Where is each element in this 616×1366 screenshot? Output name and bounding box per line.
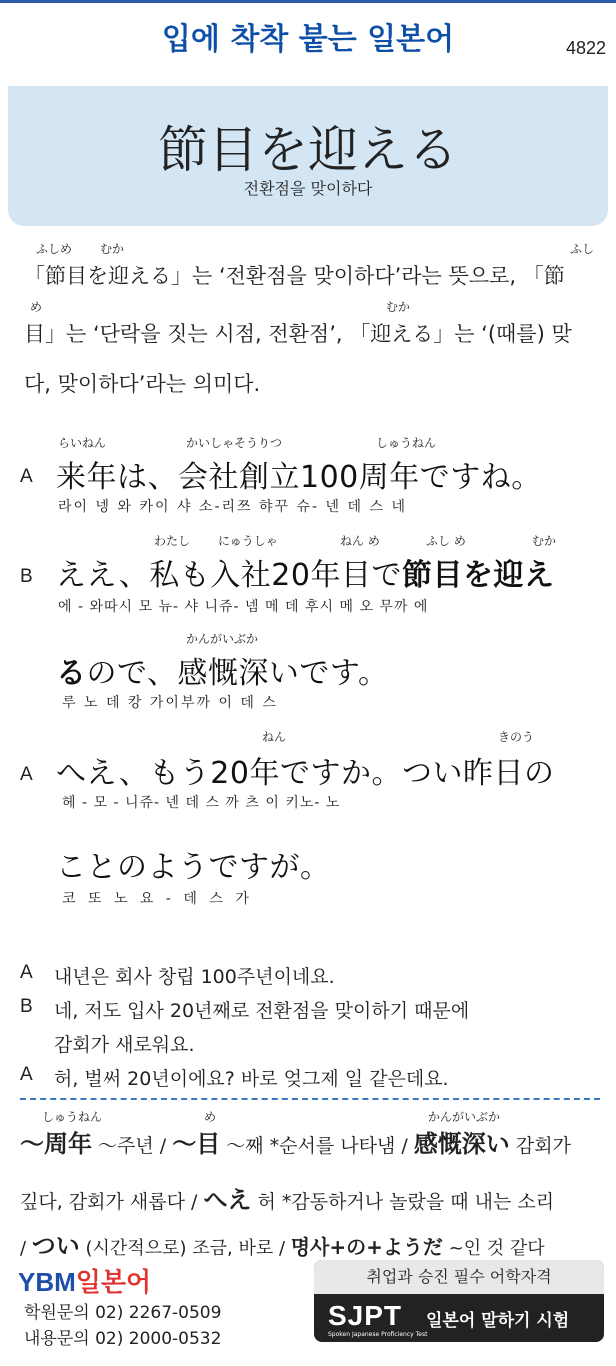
intro-furigana: ふしめ xyxy=(36,242,73,256)
contact-academy: 학원문의 02) 2267-0509 xyxy=(24,1303,222,1323)
divider xyxy=(20,1098,600,1100)
furigana: かんがいぶか xyxy=(186,632,259,646)
title-japanese: 節目を迎える xyxy=(158,121,458,179)
dialogue-japanese: ことのようですが。 xyxy=(56,850,331,885)
top-rule xyxy=(0,0,616,3)
ybm-logo: YBM일본어 xyxy=(18,1267,152,1297)
vocab-furigana: め xyxy=(204,1110,217,1124)
speaker-label: B xyxy=(20,566,33,587)
dialogue-japanese: 来年は、会社創立100周年ですね。 xyxy=(56,460,542,495)
korean-reading: 라이 넹 와 카이 샤 소-리쯔 햐꾸 슈- 넨 데 스 네 xyxy=(58,499,407,515)
dialogue-japanese: へえ、もう20年ですか。つい昨日の xyxy=(56,756,555,791)
series-title: 입에 착착 붙는 일본어 xyxy=(161,22,455,57)
korean-reading: 루 노 데 캉 가이부까 이 데 스 xyxy=(62,695,278,711)
korean-reading: 헤 - 모 - 니쥬- 넨 데 스 까 츠 이 키노- 노 xyxy=(62,795,341,811)
vocab-line: 〜周年 〜주년 / 〜目 〜째 *순서를 나타냄 / 感慨深い 감회가 xyxy=(20,1130,571,1158)
vocab-furigana: しゅうねん xyxy=(42,1110,103,1124)
translation-line: 내년은 회사 창립 100주년이네요. xyxy=(54,966,335,988)
vocab-furigana: かんがいぶか xyxy=(428,1110,501,1124)
korean-reading: 에 - 와따시 모 뉴- 샤 니쥬- 넴 메 데 후시 메 오 무까 에 xyxy=(58,599,429,615)
speaker-label: A xyxy=(20,1064,33,1085)
speaker-label: A xyxy=(20,764,33,785)
furigana: きのう xyxy=(498,730,535,744)
translation-line: 감회가 새로워요. xyxy=(54,1034,195,1056)
furigana: ねん xyxy=(262,730,287,744)
intro-furigana: むか xyxy=(100,242,125,256)
translation-line: 네, 저도 입사 20년째로 전환점을 맞이하기 때문에 xyxy=(54,1000,470,1022)
furigana: わたし xyxy=(154,534,191,548)
sjpt-text: 일본어 말하기 시험 xyxy=(426,1311,570,1331)
vocab-line: 깊다, 감회가 새롭다 / へえ 허 *감동하거나 놀랐을 때 내는 소리 xyxy=(20,1186,555,1214)
speaker-label: A xyxy=(20,466,33,487)
sjpt-subtitle: Spoken Japanese Proficiency Test xyxy=(328,1331,428,1338)
furigana: ふし め xyxy=(426,534,466,548)
furigana: ねん め xyxy=(340,534,380,548)
speaker-label: A xyxy=(20,962,33,983)
furigana: しゅうねん xyxy=(376,436,437,450)
contact-content: 내용문의 02) 2000-0532 xyxy=(24,1329,222,1349)
speaker-label: B xyxy=(20,996,33,1017)
dialogue-japanese: るので、感慨深いです。 xyxy=(56,656,389,691)
furigana: らいねん xyxy=(58,436,107,450)
article-code: 4822 xyxy=(565,38,606,58)
intro-line: 다, 맞이하다’라는 의미다. xyxy=(24,372,261,396)
intro-furigana: ふし xyxy=(570,242,595,256)
dialogue-japanese: ええ、私も入社20年目で節目を迎え xyxy=(56,558,555,593)
vocab-line: / つい (시간적으로) 조금, 바로 / 명사+の+ようだ ~인 것 같다 xyxy=(20,1232,545,1260)
sjpt-tagline: 취업과 승진 필수 어학자격 xyxy=(314,1260,604,1294)
intro-line: 目」는 ‘단락을 짓는 시점, 전환점’, 「迎える」는 ‘(때를) 맞 xyxy=(24,322,572,346)
furigana: にゅうしゃ xyxy=(218,534,278,548)
title-korean: 전환점을 맞이하다 xyxy=(243,179,373,198)
furigana: むか xyxy=(532,534,557,548)
sjpt-logo: SJPT xyxy=(328,1300,403,1331)
korean-reading: 코 또 노 요 - 데 스 가 xyxy=(62,891,253,907)
intro-furigana: むか xyxy=(386,300,411,314)
furigana: かいしゃそうりつ xyxy=(186,436,283,450)
translation-line: 허, 벌써 20년이에요? 바로 엊그제 일 같은데요. xyxy=(54,1068,449,1090)
intro-furigana: め xyxy=(30,300,43,314)
intro-line: 「節目を迎える」는 ‘전환점을 맞이하다’라는 뜻으로, 「節 xyxy=(24,264,565,288)
